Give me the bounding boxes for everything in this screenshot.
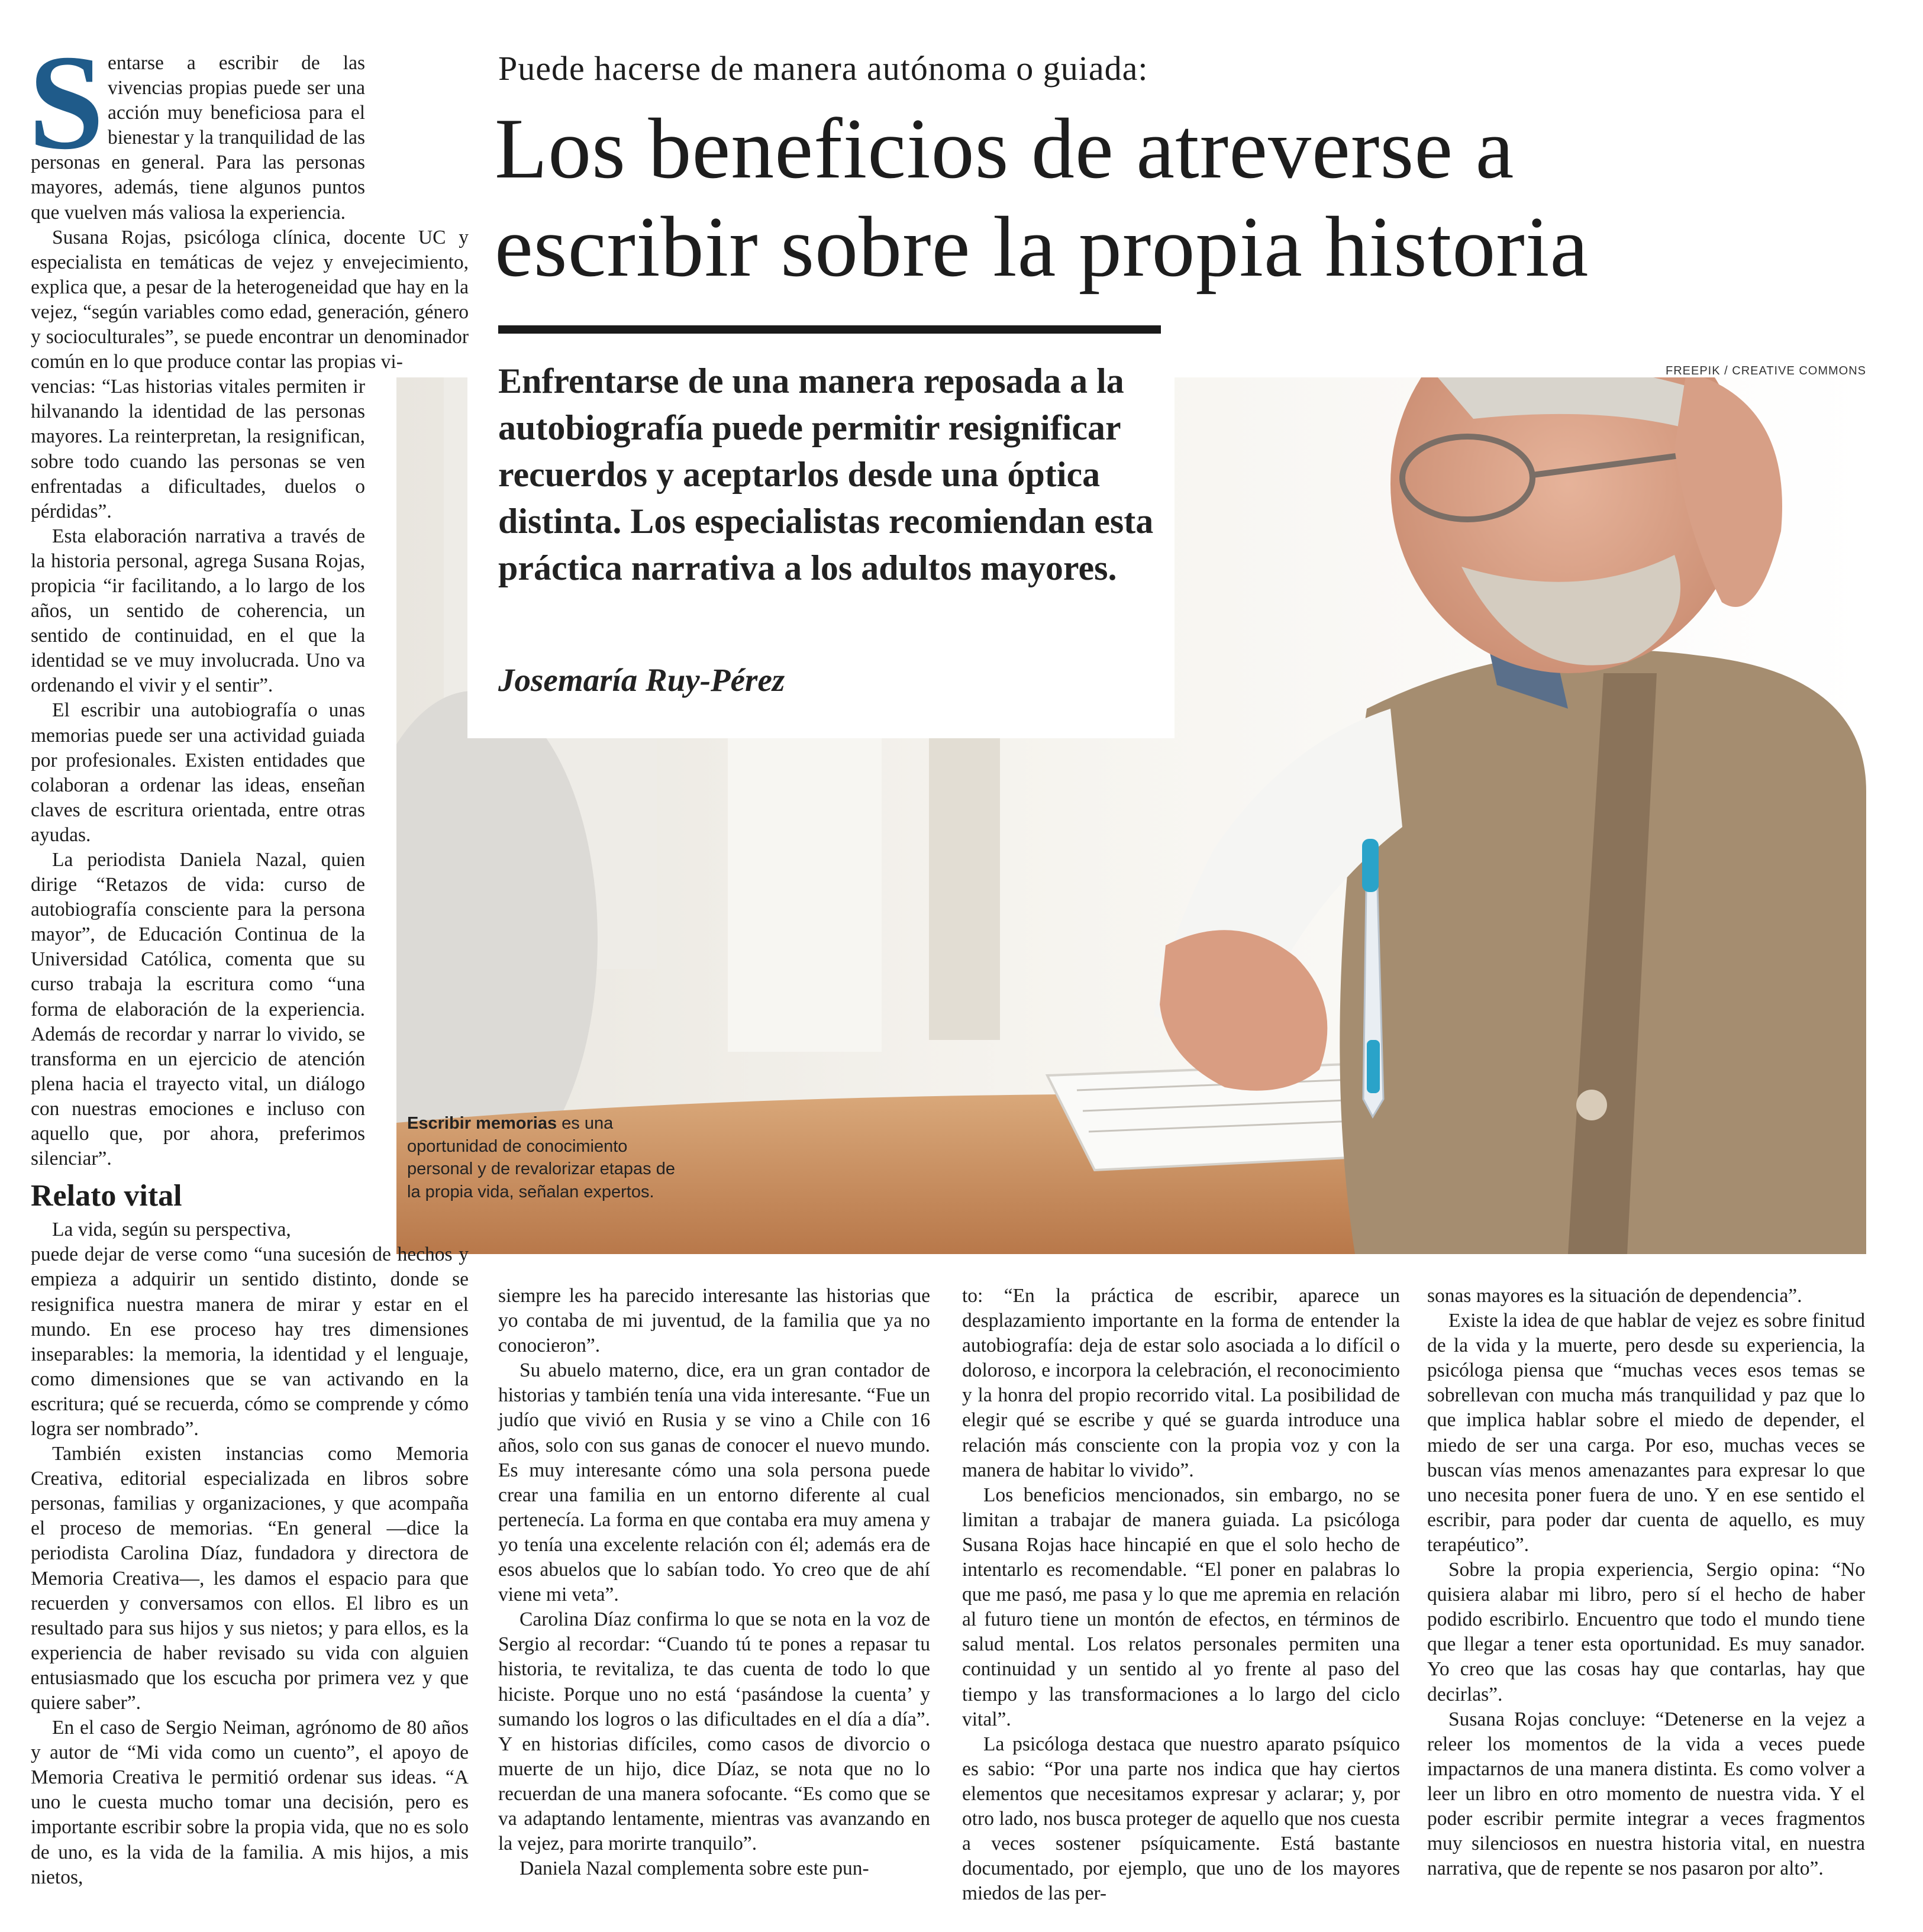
paragraph: Sobre la propia experiencia, Sergio opina: “No quisiera alabar mi libro, pero sí el hecho de haber podido escribirlo. Encuentro que todo el mundo tiene que llegar a tener esta oportunidad. Es muy sanador. Yo creo que las cosas hay que contarlas, hay que decirlas”. [1427,1559,1865,1705]
paragraph: Existe la idea de que hablar de vejez es sobre finitud de la vida y la muerte, pero desde su experiencia, la psicóloga piensa que “muchas veces esos temas se sobrellevan con mucha más tranquilidad y paz que lo que implica hablar sobre el miedo de depender, el miedo de ser una carga. Por eso, muchas veces se buscan vías menos amenazantes para expresar lo que uno necesita poner fuera de uno. Y en ese sentido el escribir, para poder dar cuenta de aquello, es muy terapéutico”. [1427,1310,1865,1556]
paragraph: El escribir una autobiografía o unas memorias puede ser una actividad guiada por profesionales. Existen entidades que colaboran a ordenar las ideas, enseñan claves de escritura orientada, entre otras ayudas. [31,699,365,846]
paragraph: siempre les ha parecido interesante las historias que yo contaba de mi juventud, de la familia que ya no conocieron”. [498,1285,930,1357]
deck: Enfrentarse de una manera reposada a la autobiografía puede permitir resignificar recuerdos y aceptarlos desde una óptica distinta. Los especialistas recomiendan esta práctica narrativa a los adultos mayores. [498,361,1154,587]
paragraph: Daniela Nazal complementa sobre este pun- [520,1857,869,1880]
column-1-upper [28,27,365,225]
column-1-middle [31,374,365,1242]
headline-rule [498,325,1161,334]
paragraph: puede dejar de verse como “una sucesión de hechos y empieza a adquirir un sentido distinto, donde se resignifica nuestra manera de mirar y estar en el mundo. En ese proceso hay tres dimensiones inseparables: la memoria, la identidad y el lenguaje, como dimensiones que se van activando en la escritura; qué se recuerda, cómo se comprende y cómo logra ser nombrado”. [31,1243,469,1440]
paragraph: Los beneficios mencionados, sin embargo, no se limitan a trabajar de manera guiada. La psicóloga Susana Rojas hace hincapié en que el solo hecho de intentarlo es recomendable. “El poner en palabras lo que me pasó, me pasa y lo que me apremia en relación al futuro tiene un montón de efectos, en términos de salud mental. Los relatos personales permiten una continuidad y un sentido al yo frente al paso del tiempo y las transformaciones a lo largo del ciclo vital”. [962,1484,1400,1730]
paragraph: Su abuelo materno, dice, era un gran contador de historias y también tenía una vida interesante. “Fue un judío que vivió en Rusia y se vino a Chile con 16 años, solo con sus ganas de conocer el nuevo mundo. Es muy interesante cómo una sola persona puede crear una familia en un entorno diferente al cual pertenecía. La forma en que contaba era muy amena y yo tenía una excelente relación con él; además era de esos abuelos que lo sabían todo. Yo creo que de ahí viene mi veta”. [498,1359,930,1606]
byline: Josemaría Ruy-Pérez [498,662,785,698]
paragraph: Carolina Díaz confirma lo que se nota en la voz de Sergio al recordar: “Cuando tú te pones a repasar tu historia, te revitaliza, te das cuenta de todo lo que hiciste. Porque uno no está ‘pasándose la cuenta’ y sumando los logros o las dificultades en el día a día”. Y en historias difíciles, como casos de divorcio o muerte de un hijo, dice Díaz, se nota que no lo recuerdan de una manera sofocante. “Es como que se va adaptando lentamente, mientras vas avanzando en la vejez, para morirte tranquilo”. [498,1608,930,1855]
article-column-3 [962,1284,1400,1906]
paragraph: Susana Rojas concluye: “Detenerse en la vejez a releer los momentos de la vida a veces puede impactarnos de una manera distinta. Es como volver a leer un libro en otro momento de nuestra vida. Y el poder escribir permite integrar a veces fragmentos muy silenciosos en nuestra historia vital, en nuestra narrativa, que de repente se nos pasaron por alto”. [1427,1708,1865,1880]
paragraph: En el caso de Sergio Neiman, agrónomo de 80 años y autor de “Mi vida como un cuento”, el apoyo de Memoria Creativa le permitió ordenar sus ideas. “A uno le cuesta mucho tomar una decisión, pero es importante escribir sobre la propia vida, que no es solo de uno, es la vida de la familia. A mis hijos, a mis nietos, [31,1717,469,1888]
kicker: Puede hacerse de manera autónoma o guiada: [498,49,1148,88]
paragraph: La periodista Daniela Nazal, quien dirige “Retazos de vida: curso de autobiografía consciente para la persona mayor”, de Educación Continua de la Universidad Católica, comenta que su curso trabaja la escritura como “una forma de elaboración de la experiencia. Además de recordar y narrar lo vivido, se transforma en un ejercicio de atención plena hacia el trayecto vital, un diálogo con nuestras emociones e incluso con aquello que, por ahora, preferimos silenciar”. [31,849,365,1170]
paragraph: Susana Rojas, psicóloga clínica, docente UC y especialista en temáticas de vejez y envejecimiento, explica que, a pesar de la heterogeneidad que hay en la vejez, “según variables como edad, generación, género y socioculturales”, se puede encontrar un denominador común en lo que produce contar las propias vi- [31,226,469,373]
paragraph: sonas mayores es la situación de dependencia”. [1427,1285,1802,1307]
headline-line-2: escribir sobre la propia historia [495,199,1589,295]
column-1-lower [31,1242,469,1889]
paragraph: to: “En la práctica de escribir, aparece un desplazamiento importante en la forma de entender la autobiografía: deja de estar solo asociada a lo difícil o doloroso, e incorpora la celebración, el reconocimiento y la honra del propio recorrido vital. La posibilidad de elegir qué se escribe y qué se guarda introduce una relación más consciente con la propia voz y con la manera de habitar lo vivido”. [962,1285,1400,1481]
headline-line-1: Los beneficios de atreverse a [495,101,1515,196]
photo-credit: FREEPIK / CREATIVE COMMONS [1666,364,1866,377]
caption-bold: Escribir memorias [407,1114,557,1133]
headline [495,99,1856,296]
article-column-2 [498,1284,930,1881]
article-column-1 [28,27,469,1890]
paragraph: También existen instancias como Memoria Creativa, editorial especializada en libros sobre personas, familias y organizaciones, y que acompaña el proceso de memorias. “En general —dice la periodista Carolina Díaz, fundadora y directora de Memoria Creativa—, les damos el espacio para que recuerden y conversamos con ellos. El libro es un resultado para sus hijos y sus nietos; y para ellos, es la experiencia de haber revisado su vida con alguien entusiasmado que los escucha por primera vez y que quiere saber”. [31,1443,469,1714]
caption-text: es una oportunidad de conocimiento personal y de revalorizar etapas de la propia vida, señalan expertos. [407,1114,675,1201]
paragraph: Esta elaboración narrativa a través de la historia personal, agrega Susana Rojas, propicia “ir facilitando, a lo largo de los años, un sentido de coherencia, un sentido de continuidad, en el que la identidad se ve muy involucrada. Uno va ordenando el vivir y el sentir”. [31,525,365,697]
paragraph: La psicóloga destaca que nuestro aparato psíquico es sabio: “Por una parte nos indica que hay ciertos elementos que necesitamos expresar y aclarar; y, por otro lado, nos busca proteger de aquello que nos cuesta a veces sostener psíquicamente. Está bastante documentado, por ejemplo, que uno de los mayores miedos de las per- [962,1733,1400,1905]
paragraph: vencias: “Las historias vitales permiten ir hilvanando la identidad de las personas mayores. La reinterpretan, la resignifican, sobre todo cuando las personas se ven enfrentadas a dificultades, duelos o pérdidas”. [31,376,365,522]
column-1-wide-block [31,225,469,375]
paragraph: La vida, según su perspectiva, [52,1219,291,1241]
subheading: Relato vital [31,1179,182,1213]
paragraph: S entarse a escribir de las vivencias propias puede ser una acción muy beneficiosa para el bienestar y la tranquilidad de las personas en general. Para las personas mayores, además, tiene algunos puntos que vuelven más valiosa la experiencia. [28,27,365,224]
article-column-4 [1427,1284,1865,1881]
drop-cap: S [28,27,104,177]
